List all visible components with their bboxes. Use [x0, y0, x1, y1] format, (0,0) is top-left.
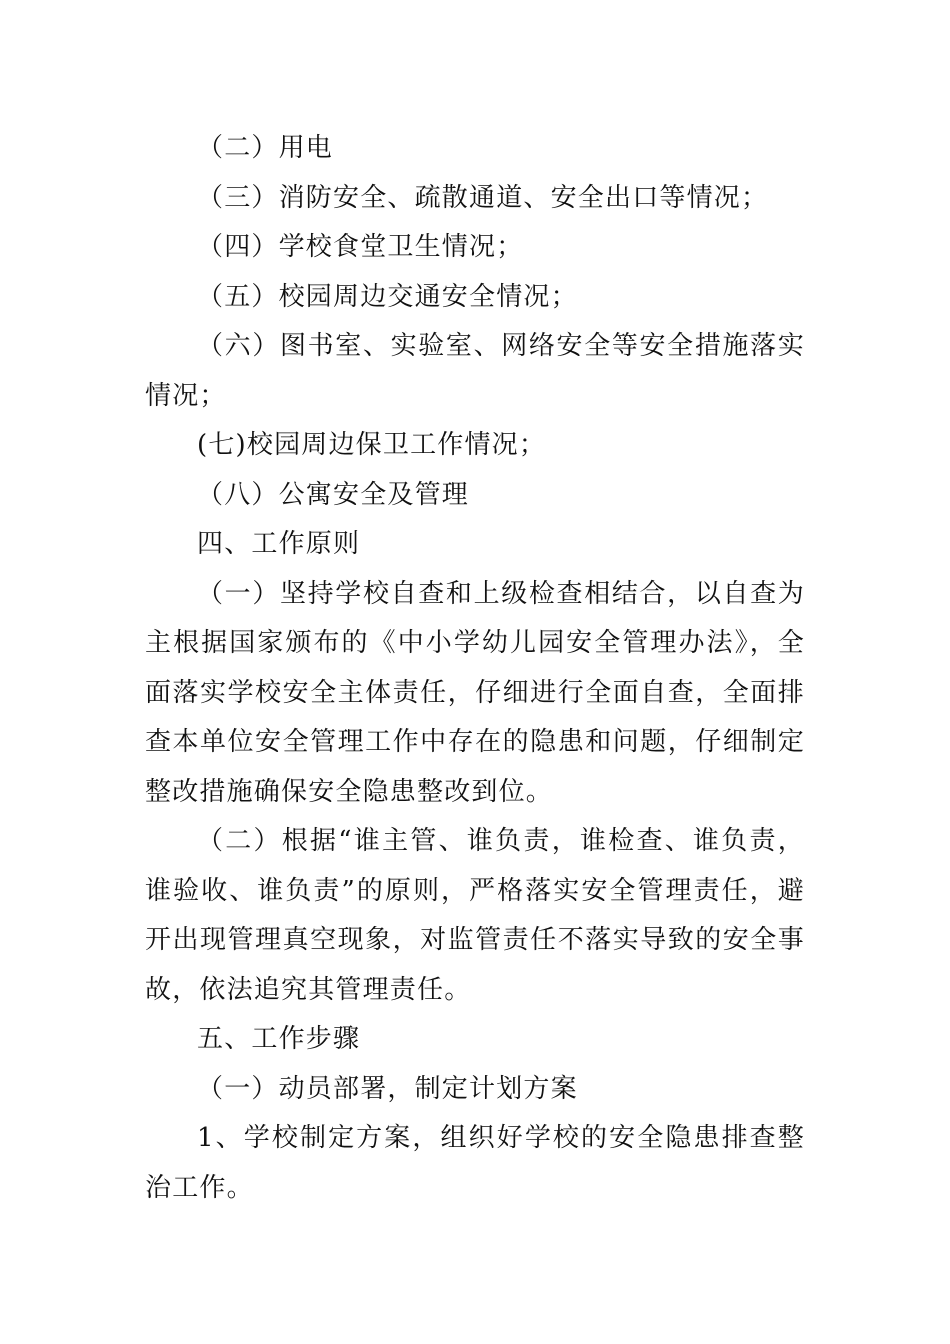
item-dormitory-safety: （八）公寓安全及管理 [197, 479, 470, 510]
item-fire-safety: （三）消防安全、疏散通道、安全出口等情况； [197, 182, 769, 213]
item-traffic-safety: （五）校园周边交通安全情况； [197, 281, 578, 312]
item-electricity: （二）用电 [197, 133, 334, 163]
document-body [145, 124, 805, 1213]
principle-responsibility: （二）根据“谁主管、谁负责，谁检查、谁负责，谁验收、谁负责”的原则，严格落实安全管理责任，避开出现管理真空现象，对监管责任不落实导致的安全事故，依法追究其管理责任。 [145, 826, 805, 1005]
step-mobilization: （一）动员部署，制定计划方案 [197, 1073, 578, 1104]
section-heading-principles: 四、工作原则 [197, 529, 361, 559]
item-canteen-hygiene: （四）学校食堂卫生情况； [197, 232, 524, 262]
section-heading-steps: 五、工作步骤 [197, 1024, 361, 1054]
principle-self-inspection: （一）坚持学校自查和上级检查相结合，以自查为主根据国家颁布的《中小学幼儿园安全管理办法》，全面落实学校安全主体责任，仔细进行全面自查，全面排查本单位安全管理工作中存在的隐患和问题，仔细制定整改措施确保安全隐患整改到位。 [145, 578, 805, 807]
item-library-lab-network: （六）图书室、实验室、网络安全等安全措施落实情况； [145, 331, 805, 411]
step-school-plan: 1、学校制定方案，组织好学校的安全隐患排查整治工作。 [145, 1123, 805, 1203]
item-campus-security: (七)校园周边保卫工作情况； [197, 430, 547, 460]
